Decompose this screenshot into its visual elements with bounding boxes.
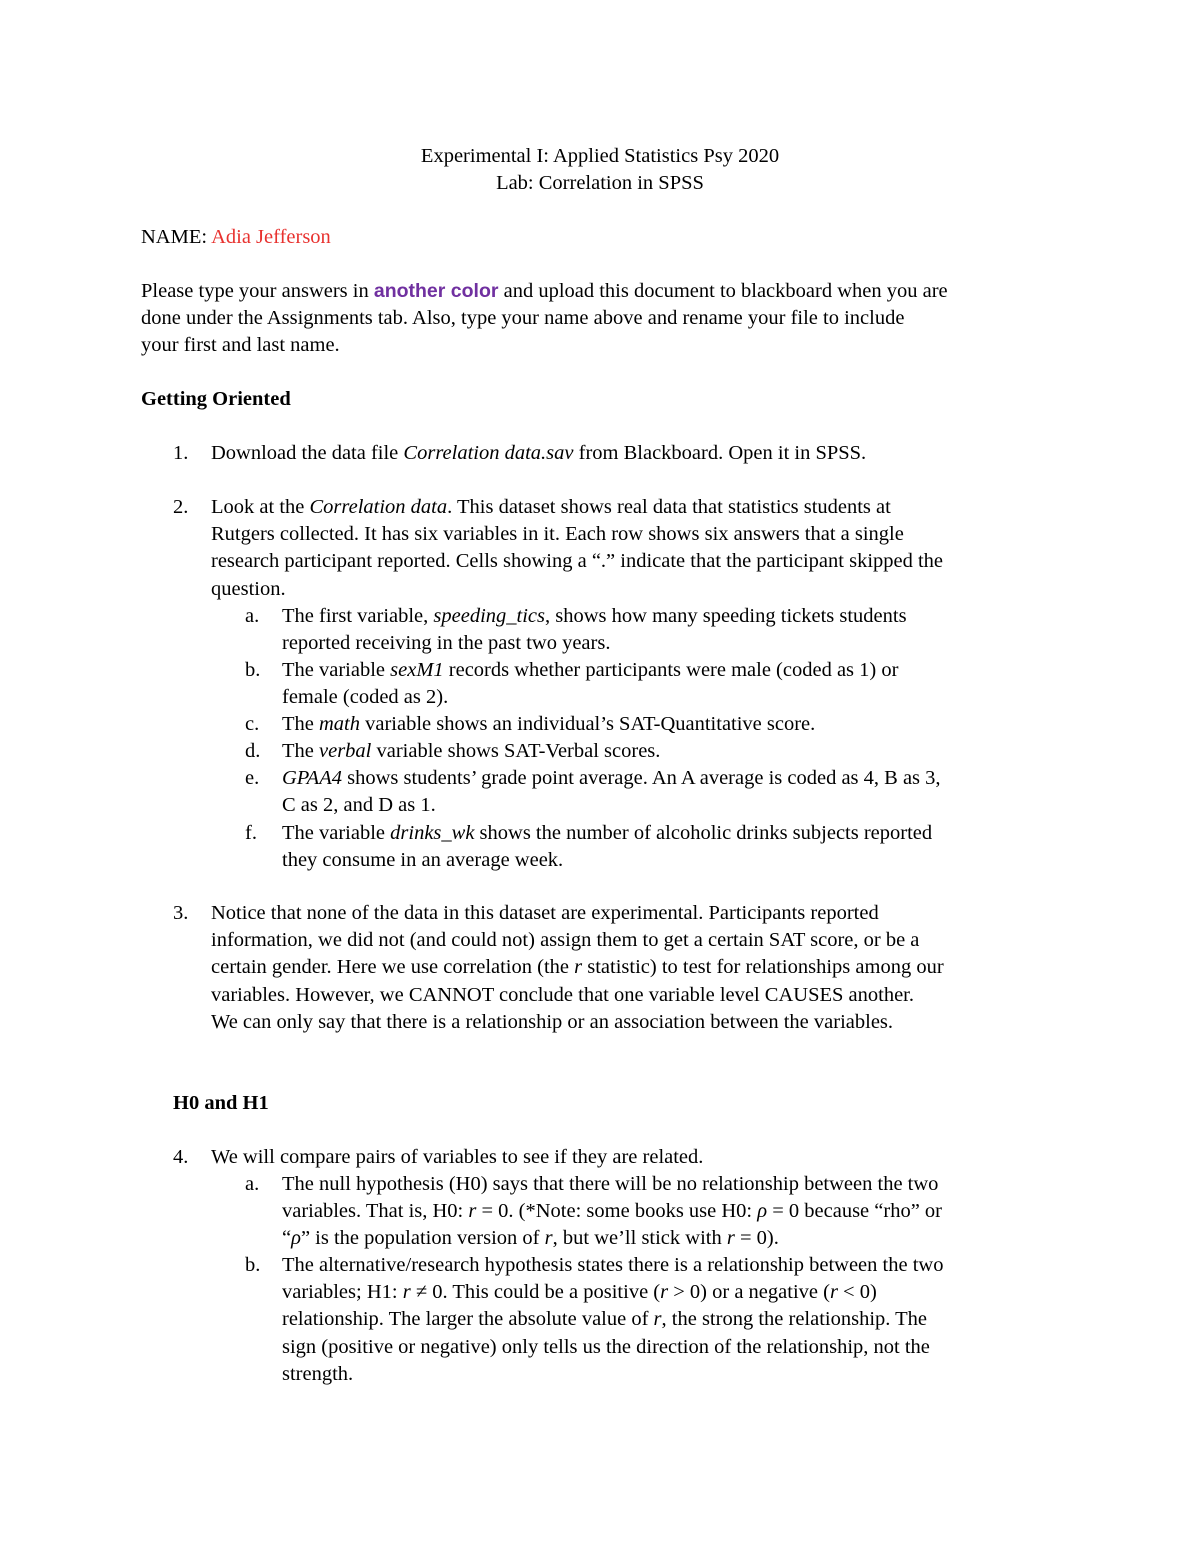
item-number: 1. — [173, 442, 189, 464]
question-3 — [211, 900, 944, 1036]
variable-name: sexM1 — [390, 659, 444, 681]
sub-text: The first variable, — [282, 605, 434, 627]
sub-text: > 0) or a negative ( — [668, 1281, 830, 1304]
sub-text: The — [282, 713, 319, 735]
sub-letter: a. — [245, 1173, 260, 1195]
sub-letter: e. — [245, 767, 260, 789]
sub-letter: a. — [245, 605, 260, 627]
sub-item-c — [282, 711, 815, 738]
sub-text: The variable — [282, 822, 391, 844]
sub-text: ≠ 0. This could be a positive ( — [410, 1281, 661, 1304]
math-symbol: r — [726, 1227, 735, 1250]
question-text: research participant reported. Cells showing a “.” indicate that the participant skipped the — [211, 550, 944, 573]
sub-item-d — [282, 738, 660, 765]
math-symbol: r — [574, 956, 583, 979]
math-symbol: r — [653, 1308, 662, 1331]
instructions-text: Please type your answers in — [141, 280, 374, 302]
item-number: 4. — [173, 1146, 189, 1168]
sub-text: ” is the population version of — [300, 1227, 545, 1250]
question-text: question. — [211, 577, 286, 600]
sub-letter: c. — [245, 713, 260, 735]
dataset-name: Correlation data — [309, 496, 448, 518]
question-text: from Blackboard. Open it in SPSS. — [573, 442, 867, 464]
question-text: We can only say that there is a relationship or an association between the variables. — [211, 1010, 894, 1033]
math-symbol: r — [468, 1200, 477, 1223]
student-name: Adia Jefferson — [211, 226, 331, 248]
question-4: We will compare pairs of variables to see if they are related. — [211, 1146, 704, 1168]
section-heading-h0-h1: H0 and H1 — [173, 1092, 269, 1114]
question-text: certain gender. Here we use correlation (the — [211, 956, 575, 979]
item-number: 2. — [173, 496, 189, 518]
math-symbol: ρ — [291, 1227, 301, 1250]
math-symbol: r — [829, 1281, 838, 1304]
sub-text: = 0 because “rho” or — [767, 1200, 943, 1223]
sub-text: variable shows SAT-Verbal scores. — [371, 740, 661, 762]
variable-name: drinks_wk — [390, 822, 475, 844]
math-symbol: r — [402, 1281, 411, 1304]
question-text: Notice that none of the data in this dataset are experimental. Participants reported — [211, 902, 879, 924]
sub-item-4a — [282, 1171, 942, 1253]
sub-letter: b. — [245, 1254, 261, 1276]
sub-text: , the strong the relationship. The — [661, 1308, 928, 1331]
lab-title: Lab: Correlation in SPSS — [496, 172, 704, 194]
question-text: variables. However, we CANNOT conclude that one variable level CAUSES another. — [211, 983, 915, 1006]
question-2 — [211, 494, 943, 603]
question-text: Look at the — [211, 496, 310, 518]
sub-text: relationship. The larger the absolute value of — [282, 1308, 654, 1331]
sub-text: reported receiving in the past two years. — [282, 632, 611, 655]
instructions-paragraph — [141, 278, 1071, 360]
math-symbol: r — [544, 1227, 553, 1250]
sub-letter: b. — [245, 659, 261, 681]
question-1 — [211, 440, 866, 467]
file-name: Correlation data.sav — [403, 442, 574, 464]
sub-text: = 0. (*Note: some books use H0: — [476, 1200, 758, 1223]
sub-letter: f. — [245, 822, 257, 844]
sub-text: shows the number of alcoholic drinks subjects reported — [474, 822, 933, 844]
question-text: . This dataset shows real data that statistics students at — [447, 496, 891, 518]
sub-text: variables. That is, H0: — [282, 1200, 469, 1223]
sub-text: female (coded as 2). — [282, 686, 449, 709]
sub-letter: d. — [245, 740, 261, 762]
sub-text: strength. — [282, 1362, 354, 1385]
sub-item-a — [282, 603, 907, 657]
name-line — [141, 224, 331, 251]
variable-name: math — [319, 713, 360, 735]
sub-text: they consume in an average week. — [282, 849, 564, 872]
sub-text: variable shows an individual’s SAT-Quantitative score. — [360, 713, 816, 735]
sub-text: = 0). — [734, 1227, 779, 1250]
sub-text: C as 2, and D as 1. — [282, 794, 436, 817]
sub-item-e — [282, 765, 941, 819]
sub-item-b — [282, 657, 898, 711]
instructions-text: your first and last name. — [141, 334, 340, 357]
variable-name: speeding_tics — [433, 605, 546, 627]
sub-text: variables; H1: — [282, 1281, 403, 1304]
question-text: Rutgers collected. It has six variables in it. Each row shows six answers that a single — [211, 523, 904, 546]
instructions-text: done under the Assignments tab. Also, type your name above and rename your file to include — [141, 307, 905, 330]
sub-text: , but we’ll stick with — [552, 1227, 727, 1250]
math-symbol: r — [660, 1281, 669, 1304]
sub-text: sign (positive or negative) only tells us the direction of the relationship, not the — [282, 1335, 930, 1358]
sub-item-f — [282, 820, 932, 874]
sub-text: The variable — [282, 659, 391, 681]
sub-text: , shows how many speeding tickets students — [545, 605, 907, 627]
highlight-text: another color — [373, 280, 499, 302]
course-title: Experimental I: Applied Statistics Psy 2020 — [420, 145, 780, 167]
sub-text: < 0) — [837, 1281, 877, 1304]
variable-name: GPAA4 — [282, 767, 342, 789]
item-number: 3. — [173, 902, 189, 924]
section-heading-getting-oriented: Getting Oriented — [141, 388, 291, 410]
sub-text: shows students’ grade point average. An A average is coded as 4, B as 3, — [341, 767, 941, 789]
name-label: NAME: — [141, 226, 212, 248]
variable-name: verbal — [319, 740, 372, 762]
question-text: statistic) to test for relationships among our — [582, 956, 944, 979]
question-text: Download the data file — [211, 442, 404, 464]
sub-text: “ — [282, 1227, 292, 1250]
sub-item-4b — [282, 1252, 943, 1388]
sub-text: The null hypothesis (H0) says that there will be no relationship between the two — [282, 1173, 939, 1195]
instructions-text: and upload this document to blackboard when you are — [498, 280, 948, 302]
math-symbol: ρ — [757, 1200, 768, 1223]
sub-text: The — [282, 740, 319, 762]
question-text: information, we did not (and could not) assign them to get a certain SAT score, or be a — [211, 929, 920, 952]
sub-text: The alternative/research hypothesis states there is a relationship between the two — [282, 1254, 944, 1276]
sub-text: records whether participants were male (coded as 1) or — [443, 659, 899, 681]
